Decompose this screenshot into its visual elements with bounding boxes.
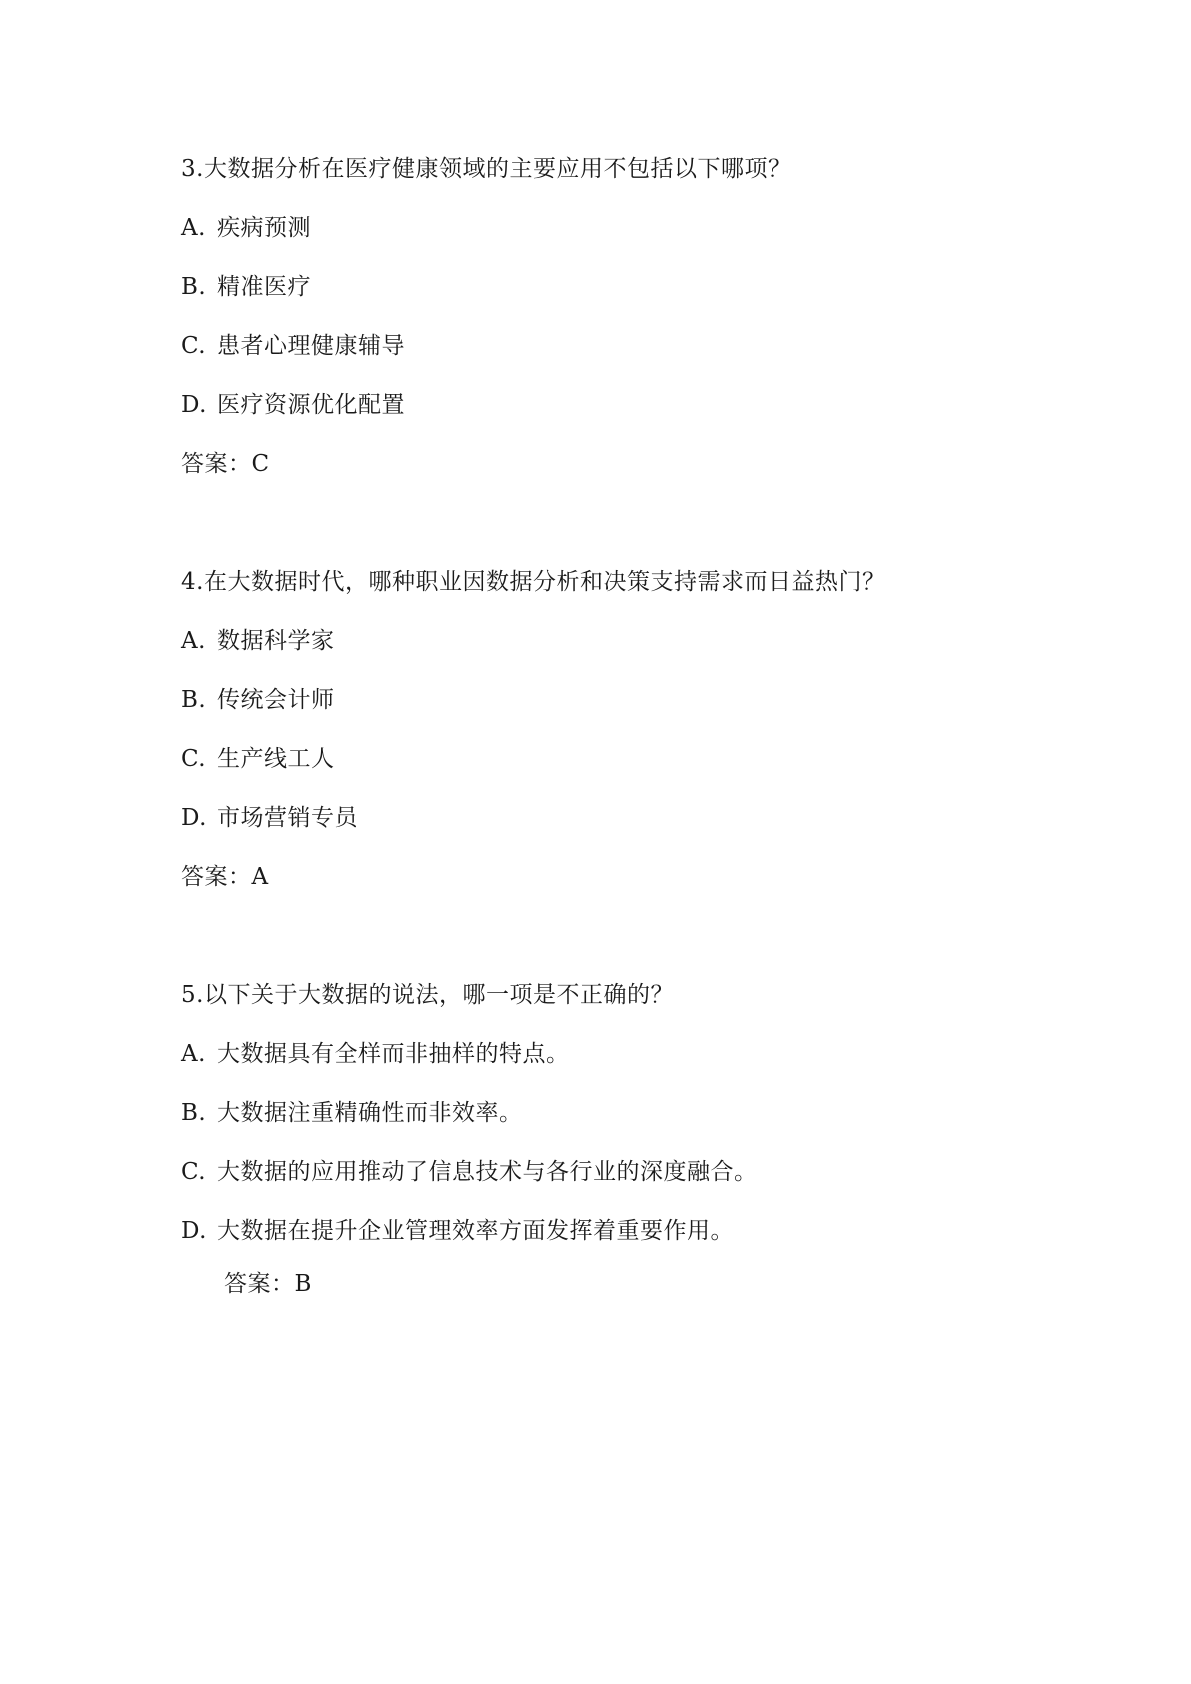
question-3-option-a xyxy=(181,213,311,243)
option-letter: C. xyxy=(181,1159,207,1185)
question-5-text: 5.以下关于大数据的说法，哪一项是不正确的？ xyxy=(181,982,674,1008)
question-5-option-d xyxy=(181,1216,734,1246)
question-5-option-b xyxy=(181,1098,523,1128)
option-text: 精准医疗 xyxy=(217,274,311,300)
question-4-answer: 答案：A xyxy=(181,864,269,890)
option-text: 大数据具有全样而非抽样的特点。 xyxy=(217,1041,570,1067)
question-5-option-a xyxy=(181,1039,570,1069)
option-text: 大数据注重精确性而非效率。 xyxy=(217,1100,523,1126)
option-letter: B. xyxy=(181,274,207,300)
question-5-answer: 答案：B xyxy=(224,1271,312,1297)
option-letter: A. xyxy=(181,628,206,654)
question-3-option-b xyxy=(181,272,311,302)
option-letter: D. xyxy=(181,805,207,831)
question-4-option-c xyxy=(181,744,335,774)
question-4-option-a xyxy=(181,626,335,656)
option-letter: A. xyxy=(181,1041,206,1067)
option-letter: B. xyxy=(181,1100,207,1126)
question-4-option-b xyxy=(181,685,335,715)
option-text: 生产线工人 xyxy=(217,746,335,772)
option-letter: C. xyxy=(181,333,207,359)
option-text: 数据科学家 xyxy=(217,628,335,654)
question-5-option-c xyxy=(181,1157,758,1187)
option-letter: D. xyxy=(181,392,207,418)
option-letter: D. xyxy=(181,1218,207,1244)
option-text: 疾病预测 xyxy=(217,215,311,241)
option-letter: C. xyxy=(181,746,207,772)
option-text: 医疗资源优化配置 xyxy=(217,392,405,418)
option-letter: A. xyxy=(181,215,206,241)
option-text: 市场营销专员 xyxy=(217,805,358,831)
option-text: 大数据在提升企业管理效率方面发挥着重要作用。 xyxy=(217,1218,734,1244)
option-letter: B. xyxy=(181,687,207,713)
question-3-option-d xyxy=(181,390,405,420)
option-text: 患者心理健康辅导 xyxy=(217,333,405,359)
question-3-text: 3.大数据分析在医疗健康领域的主要应用不包括以下哪项？ xyxy=(181,156,792,182)
question-4-text: 4.在大数据时代，哪种职业因数据分析和决策支持需求而日益热门？ xyxy=(181,569,886,595)
option-text: 大数据的应用推动了信息技术与各行业的深度融合。 xyxy=(217,1159,758,1185)
option-text: 传统会计师 xyxy=(217,687,335,713)
question-3-option-c xyxy=(181,331,405,361)
question-3-answer: 答案：C xyxy=(181,451,270,477)
question-4-option-d xyxy=(181,803,358,833)
